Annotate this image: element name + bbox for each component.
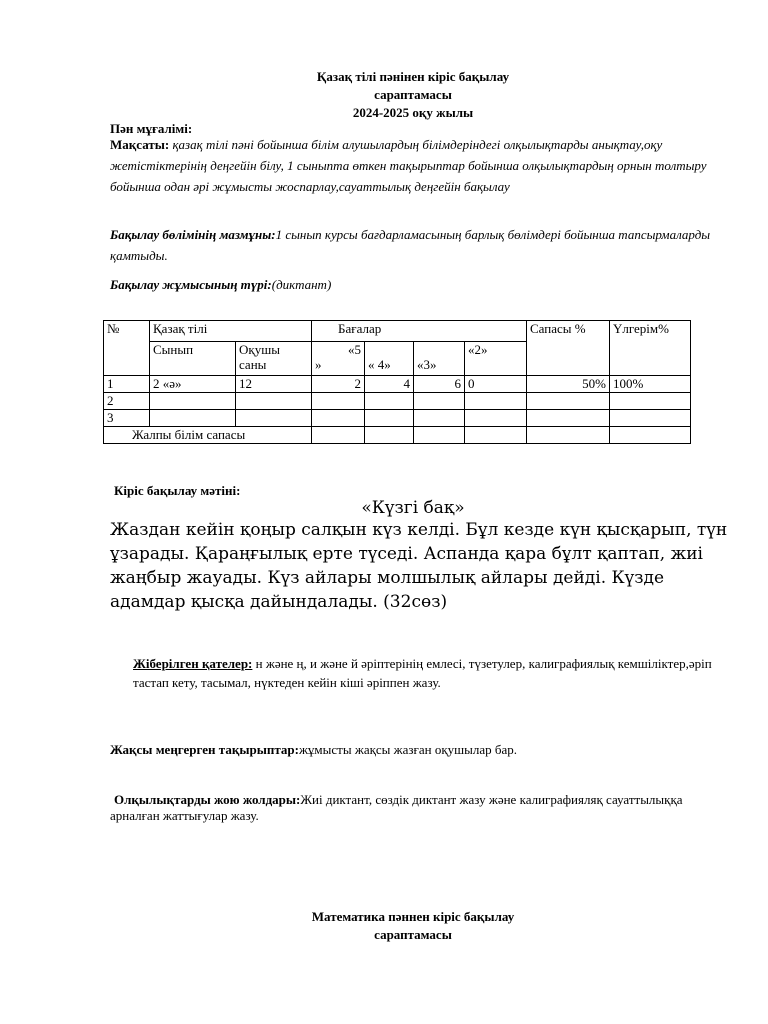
header-number: №: [104, 321, 150, 376]
work-type-paragraph: [110, 274, 331, 295]
table-header-row-1: [104, 321, 691, 342]
cell-quality: [527, 393, 610, 410]
cell-number: 3: [104, 410, 150, 427]
header-progress: Үлгерім%: [610, 321, 691, 342]
ways-label: Олқылықтарды жою жолдары:: [114, 792, 301, 807]
cell-class: [150, 410, 236, 427]
cell-grade-5: 2: [312, 376, 365, 393]
header-grade-5-line-1: «5: [348, 342, 361, 357]
cell-grade-3: 6: [414, 376, 465, 393]
header-students-line-2: саны: [239, 357, 267, 372]
total-label: Жалпы білім сапасы: [104, 427, 312, 444]
work-type-label: Бақылау жұмысының түрі:: [110, 277, 272, 292]
header-class: Сынып: [150, 342, 236, 376]
cell-grade-3: [414, 393, 465, 410]
cell-number: 2: [104, 393, 150, 410]
cell-grade-4: 4: [365, 376, 414, 393]
cell-total-grade-2: [465, 427, 527, 444]
errors-text: н және ң, и және й әріптерінің емлесі, түзетулер, калиграфиялық кемшіліктер,әріп тастап кету, тасымал, нүктеден кейін кіші әріппен жазу.: [133, 656, 712, 690]
cell-grade-4: [365, 410, 414, 427]
header-students-line-1: Оқушы: [239, 342, 280, 357]
work-type-text: (диктант): [271, 277, 332, 292]
ways-paragraph: [110, 792, 730, 824]
cell-quality: [527, 410, 610, 427]
cell-grade-2: [465, 410, 527, 427]
good-topics-label: Жақсы меңгерген тақырыптар:: [110, 742, 299, 757]
errors-label: Жіберілген қателер:: [133, 656, 253, 671]
table-total-row: [104, 427, 691, 444]
cell-progress: 100%: [610, 376, 691, 393]
title-line-2: сараптамасы: [374, 87, 452, 102]
goal-paragraph: [110, 134, 720, 197]
errors-paragraph: [133, 654, 723, 692]
table-row: [104, 410, 691, 427]
story-title: «Күзгі бақ»: [361, 498, 465, 518]
header-quality-cont: [527, 342, 610, 376]
cell-class: [150, 393, 236, 410]
cell-progress: [610, 393, 691, 410]
cell-total-progress: [610, 427, 691, 444]
table-row: [104, 376, 691, 393]
content-text: 1 сынып курсы бағдарламасының барлық бөлімдері бойынша тапсырмаларды қамтыды.: [110, 227, 711, 263]
cell-grade-3: [414, 410, 465, 427]
math-title-line-1: Математика пәннен кіріс бақылау: [311, 909, 515, 924]
header-grade-3: «3»: [414, 342, 465, 376]
header-grades: Бағалар: [312, 321, 527, 342]
cell-quality: 50%: [527, 376, 610, 393]
cell-grade-5: [312, 393, 365, 410]
cell-grade-5: [312, 410, 365, 427]
table-row: [104, 393, 691, 410]
cell-total-grade-3: [414, 427, 465, 444]
cell-number: 1: [104, 376, 150, 393]
teacher-label: Пән мұғалімі:: [110, 121, 193, 136]
grades-table: [103, 320, 691, 444]
cell-students: [236, 410, 312, 427]
cell-total-quality: [527, 427, 610, 444]
content-label: Бақылау бөлімінің мазмұны:: [110, 227, 276, 242]
document-title: [110, 68, 716, 122]
cell-students: [236, 393, 312, 410]
header-grade-5: [312, 342, 365, 376]
cell-students: 12: [236, 376, 312, 393]
header-quality: Сапасы %: [527, 321, 610, 342]
goal-label: Мақсаты:: [110, 137, 170, 152]
math-title-line-2: сараптамасы: [374, 927, 452, 942]
cell-progress: [610, 410, 691, 427]
cell-total-grade-5: [312, 427, 365, 444]
story-body: Жаздан кейін қоңыр салқын күз келді. Бұл кезде күн қысқарып, түн ұзарады. Қараңғылық ерте түседі. Аспанда қара бұлт қаптап, жиі жаңбыр жауады. Күз айлары молшылық айлары дейді. Күзде адамдар қысқа дайындалады. (32сөз): [110, 520, 728, 612]
goal-text: қазақ тілі пәні бойынша білім алушылардың білімдеріндегі олқылықтарды анықтау,оқу жетістіктерінің деңгейін білу, 1 сыныпта өткен тақырыптар бойынша олқылықтардың орнын толтыру бойынша одан әрі жұмысты жоспарлау,сауаттылық деңгейін бақылау: [110, 137, 707, 194]
header-grade-4: « 4»: [365, 342, 414, 376]
header-grade-2: «2»: [465, 342, 527, 376]
content-paragraph: [110, 224, 725, 266]
math-title: [110, 908, 716, 944]
cell-class: 2 «ә»: [150, 376, 236, 393]
title-line-1: Қазақ тілі пәнінен кіріс бақылау: [316, 69, 510, 84]
header-grade-5-line-2: »: [315, 357, 322, 372]
text-section-label: Кіріс бақылау мәтіні:: [114, 483, 241, 498]
cell-grade-4: [365, 393, 414, 410]
good-topics-text: жұмысты жақсы жазған оқушылар бар.: [298, 742, 518, 757]
cell-grade-2: 0: [465, 376, 527, 393]
title-line-3: 2024-2025 оқу жылы: [352, 105, 474, 120]
header-subject: Қазақ тілі: [150, 321, 312, 342]
header-students: [236, 342, 312, 376]
good-topics-paragraph: [110, 739, 730, 760]
cell-total-grade-4: [365, 427, 414, 444]
header-progress-cont: [610, 342, 691, 376]
table-header-row-2: [104, 342, 691, 376]
ways-text: Жиі диктант, сөздік диктант жазу және калиграфияляқ сауаттылыққа арналған жаттығулар жазу.: [110, 792, 683, 823]
cell-grade-2: [465, 393, 527, 410]
